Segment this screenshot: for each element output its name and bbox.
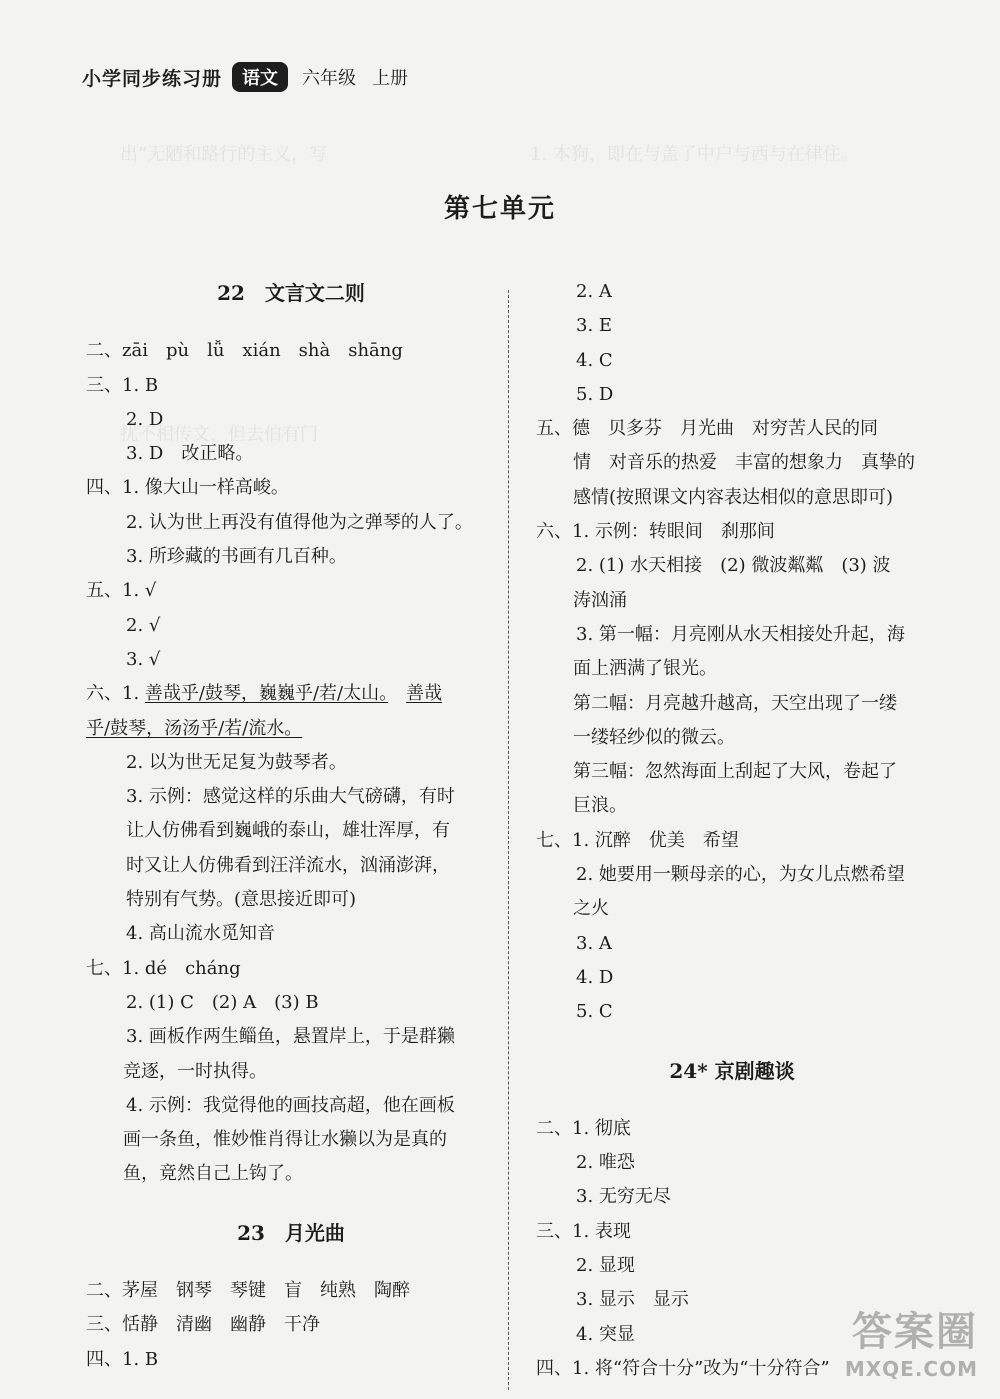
answer-line: 巨浪。 [573,795,627,817]
underlined-answer: 善哉乎/鼓琴，巍巍乎/若/太山。 [144,683,389,705]
answer-line: 3. 无穷无尽 [576,1186,671,1208]
lesson-24-title: 24* 京剧趣谈 [669,1058,795,1083]
site-watermark [845,1300,978,1381]
answer-line: 四、1. B [86,1348,159,1370]
watermark-url: MXQE.COM [844,1357,978,1381]
answer-line: 五、德 贝多芬 月光曲 对穷苦人民的同 [536,418,878,440]
answer-line: 鱼，竟然自己上钩了。 [123,1163,303,1185]
answer-line: 5. D [576,383,614,405]
answer-line: 二、zāi pù lǚ xián shà shāng [86,340,403,362]
volume-label: 上册 [372,68,409,89]
right-column [536,275,928,1386]
answer-line: 3. 示例：感觉这样的乐曲大气磅礴，有时 [126,786,455,808]
answer-line: 第二幅：月亮越升越高，天空出现了一缕 [573,692,897,714]
answer-line: 涛汹涌 [573,589,627,611]
answer-line: 特别有气势。(意思接近即可) [126,889,357,911]
answer-line: 4. 高山流水觅知音 [126,923,275,945]
answer-line: 六、1. 示例：转眼间 刹那间 [536,521,775,543]
answer-line: 画一条鱼，惟妙惟肖得让水獭以为是真的 [123,1129,447,1151]
answer-line: 2. (1) 水天相接 (2) 微波粼粼 (3) 波 [576,555,891,577]
series-title: 小学同步练习册 [82,67,223,90]
answer-line: 面上洒满了银光。 [573,658,717,680]
answer-line: 2. 显现 [576,1255,635,1277]
answer-line: 3. 第一幅：月亮刚从水天相接处升起，海 [576,623,905,645]
underlined-answer: 善哉 [406,683,443,705]
answer-line: 2. D [126,408,164,430]
answer-line: 2. (1) C (2) A (3) B [126,991,319,1013]
answer-line: 3. 所珍藏的书画有几百种。 [126,546,347,568]
answer-line: 四、1. 将“符合十分”改为“十分符合” [536,1357,830,1379]
answer-line: 让人仿佛看到巍峨的泰山，雄壮浑厚，有 [126,820,450,842]
answer-line: 2. 唯恐 [576,1152,635,1174]
answer-line: 三、1. 表现 [536,1220,631,1242]
answer-line [86,712,496,746]
answer-line: 之火 [573,898,609,920]
answer-line: 3. D 改正略。 [126,443,254,465]
answer-line: 感情(按照课文内容表达相似的意思即可) [573,486,894,508]
book-header [82,62,408,92]
answer-line: 三、1. B [86,374,159,396]
answer-line: 七、1. dé cháng [86,957,241,979]
answer-line: 3. A [576,932,612,954]
subject-badge: 语文 [232,62,288,92]
lesson-23-title: 23 月光曲 [237,1220,345,1245]
answer-line: 3. √ [126,648,161,670]
answer-line: 3. 显示 显示 [576,1289,689,1311]
answer-line: 2. √ [126,614,161,636]
answer-line: 2. 认为世上再没有值得他为之弹琴的人了。 [126,511,473,533]
answer-line: 4. D [576,966,614,988]
answer-line: 一缕轻纱似的微云。 [573,726,735,748]
answer-line: 3. E [576,315,613,337]
answer-line: 2. A [576,281,612,302]
answer-line: 四、1. 像大山一样高峻。 [86,477,289,499]
answer-line [86,677,496,711]
answer-line: 第三幅：忽然海面上刮起了大风，卷起了 [573,761,897,783]
unit-title: 第七单元 [443,194,556,224]
answer-line: 二、1. 彻底 [536,1117,631,1139]
answer-line: 4. C [576,349,613,371]
answer-line: 2. 她要用一颗母亲的心，为女儿点燃希望 [576,864,905,886]
answer-line: 竞逐，一时执得。 [123,1060,267,1082]
answer-line: 七、1. 沉醉 优美 希望 [536,829,739,851]
answer-number: 六、1. [86,683,145,705]
answer-line: 4. 示例：我觉得他的画技高超，他在画板 [126,1094,455,1116]
watermark-logo-text: 答案圈 [852,1309,978,1355]
answer-line: 4. 突显 [576,1323,635,1345]
answer-line: 5. C [576,1001,613,1023]
underlined-answer: 乎/鼓琴，汤汤乎/若/流水。 [86,717,303,739]
column-divider [508,290,509,1390]
answer-line: 三、恬静 清幽 幽静 干净 [86,1314,320,1336]
answer-line: 时又让人仿佛看到汪洋流水，汹涌澎湃， [126,854,450,876]
answer-line: 二、茅屋 钢琴 琴键 盲 纯熟 陶醉 [86,1280,410,1302]
answer-line: 2. 以为世无足复为鼓琴者。 [126,751,347,773]
answer-line: 五、1. √ [86,580,157,602]
answer-line: 情 对音乐的热爱 丰富的想象力 真挚的 [573,452,915,474]
lesson-22-title: 22 文言文二则 [217,281,365,305]
grade-label: 六年级 [302,68,357,89]
left-column [86,276,496,1377]
answer-line: 3. 画板作两生鲻鱼，悬置岸上，于是群獭 [126,1026,455,1048]
